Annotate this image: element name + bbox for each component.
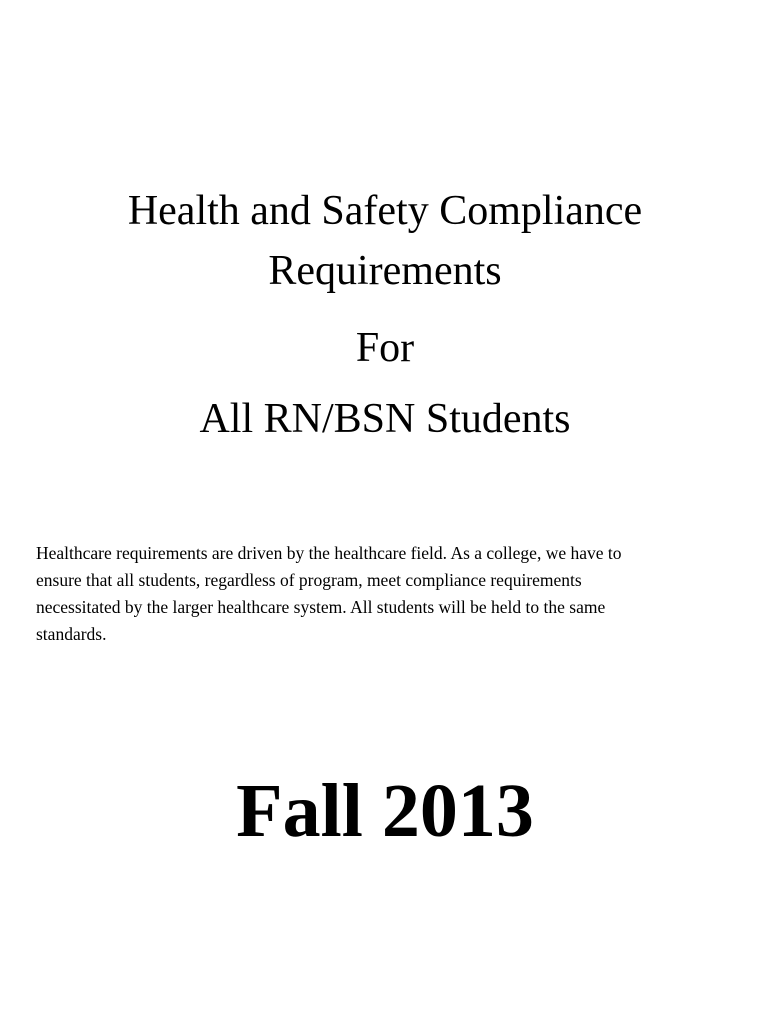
title-line-1: Health and Safety Compliance [127,188,643,234]
title-line-3: For [355,325,415,371]
intro-paragraph: Healthcare requirements are driven by the healthcare field. As a college, we have to ensure that all students, regardless of program, meet compliance requirements necessitated by the larger healthcare system. All students will be held to the same standards. [36,543,622,644]
title-line-2: Requirements [268,248,502,294]
title-line-4: All RN/BSN Students [199,396,571,442]
term-heading: Fall 2013 [236,769,534,853]
